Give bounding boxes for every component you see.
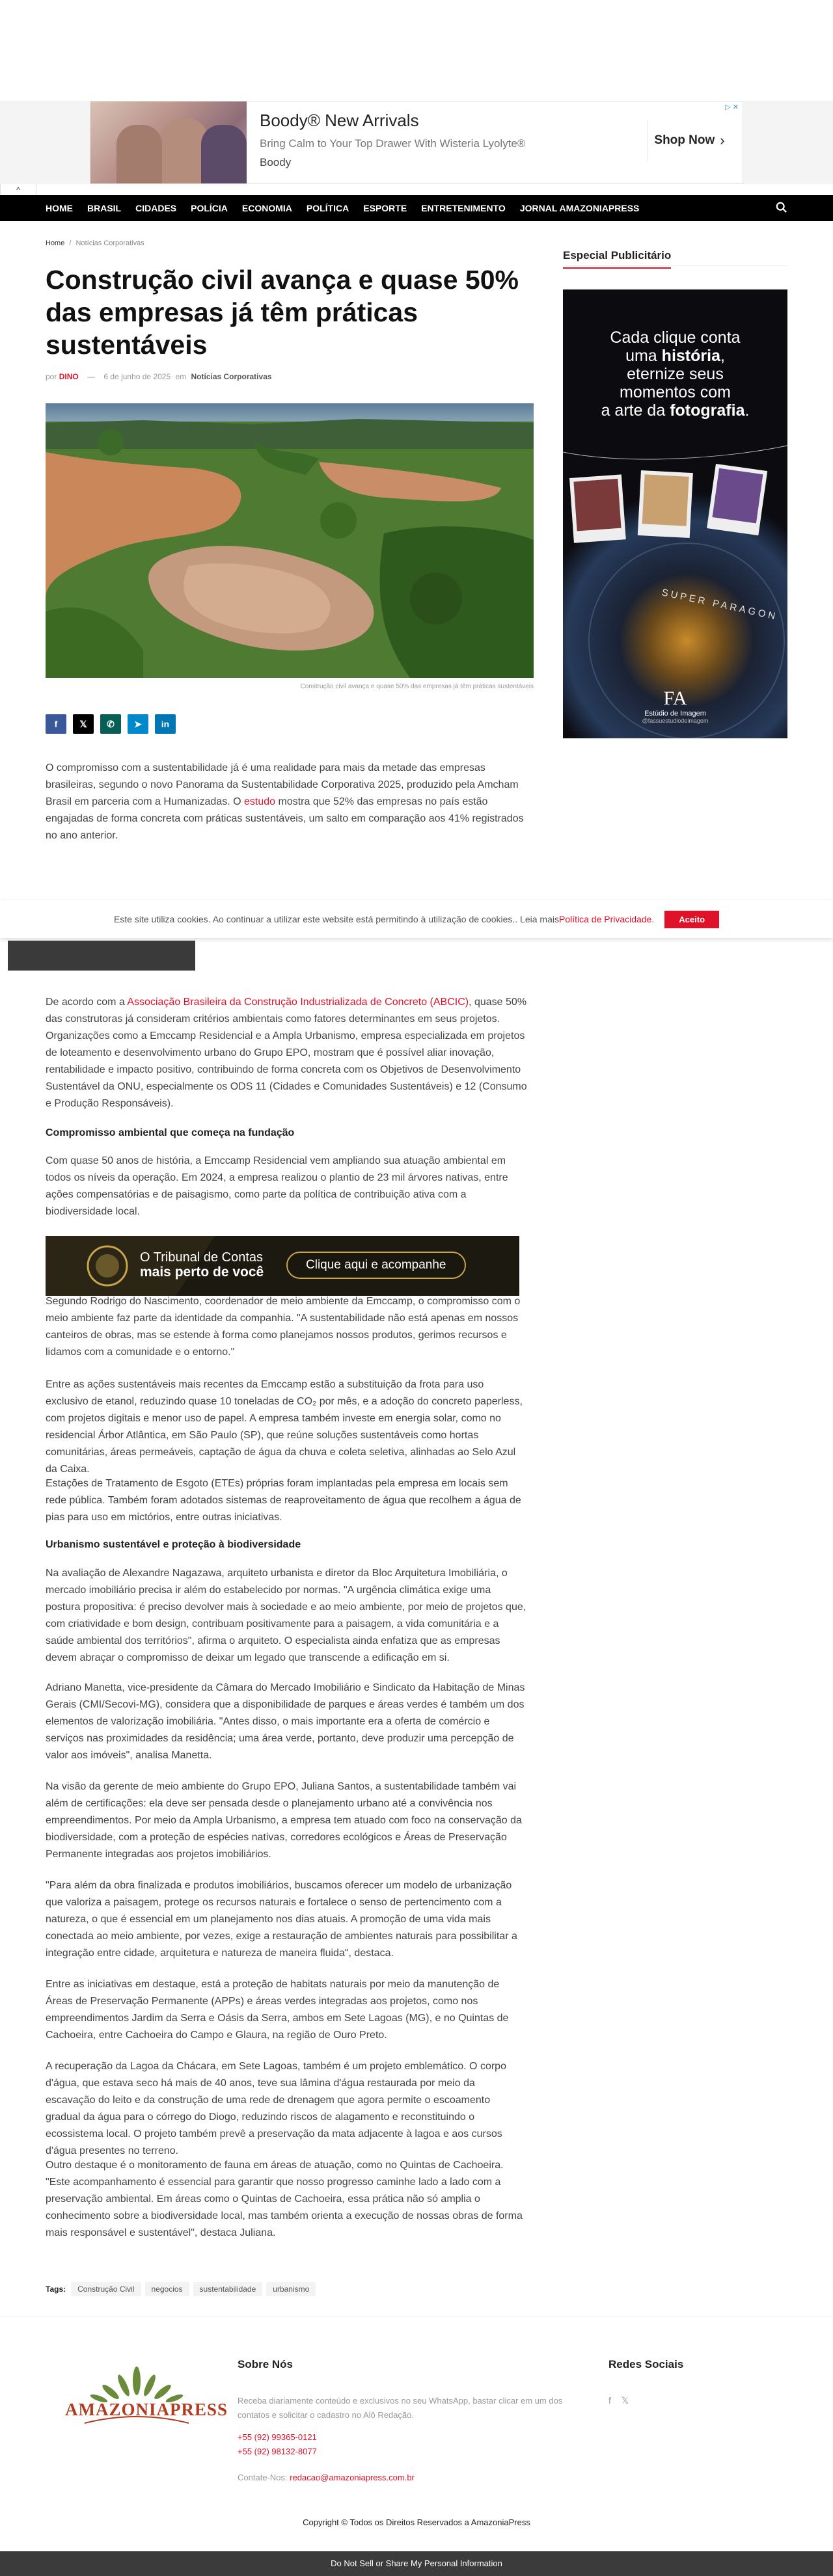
tag-item[interactable]: sustentabilidade bbox=[193, 2282, 263, 2296]
about-text: Receba diariamente conteúdo e exclusivos no seu WhatsApp, bastar clicar em um dos contatos e solicitar o cadastro no Alô Redação. bbox=[238, 2396, 563, 2420]
image-caption: Construção civil avança e quase 50% das empresas já têm práticas sustentáveis bbox=[300, 683, 534, 690]
nav-item-esporte[interactable]: ESPORTE bbox=[363, 203, 407, 213]
paragraph-6: Estações de Tratamento de Esgoto (ETEs) próprias foram implantadas pela empresa em locais sem rede pública. Também foram adotados sistemas de reaproveitamento de água que recolhem a água de pias para uso em mictórios, entre outras iniciativas. bbox=[46, 1478, 521, 1523]
facebook-share-button[interactable]: f bbox=[46, 714, 66, 734]
ad-line-5 bbox=[563, 401, 787, 420]
article-title: Construção civil avança e quase 50% das empresas já têm práticas sustentáveis bbox=[46, 265, 519, 360]
tribunal-banner[interactable] bbox=[46, 1236, 519, 1296]
ad-image[interactable] bbox=[90, 101, 247, 183]
category-link[interactable]: Notícias Corporativas bbox=[191, 372, 272, 381]
top-ad-card[interactable] bbox=[90, 101, 743, 184]
overlay-bar bbox=[8, 941, 195, 971]
linkedin-share-button[interactable]: in bbox=[155, 714, 176, 734]
footer-logo[interactable] bbox=[65, 2358, 228, 2436]
cookie-dot: . bbox=[651, 914, 655, 924]
logo-text: AMAZONIAPRESS bbox=[65, 2400, 228, 2419]
nav-list bbox=[46, 195, 653, 221]
tribunal-line1: O Tribunal de Contas bbox=[140, 1250, 263, 1265]
ad-line-5c: . bbox=[744, 401, 750, 420]
chevron-right-icon: › bbox=[720, 132, 725, 148]
share-buttons bbox=[46, 714, 182, 734]
tag-item[interactable]: negocios bbox=[145, 2282, 189, 2296]
breadcrumb-separator: / bbox=[69, 239, 72, 247]
paragraph-2 bbox=[46, 994, 527, 1112]
sidebar-ad[interactable] bbox=[563, 289, 787, 738]
meta-dash: — bbox=[87, 372, 96, 381]
subheading-1: Compromisso ambiental que começa na fundação bbox=[46, 1127, 295, 1138]
breadcrumb-current[interactable]: Notícias Corporativas bbox=[75, 239, 144, 247]
paragraph-11: Entre as iniciativas em destaque, está a proteção de habitats naturais por meio da manutenção de Áreas de Preservação Permanente (APPs) e áreas verdes integradas aos projetos, como nos empreendimentos Jardim da Serra e Oásis da Serra, ambos em Sete Lagoas (MG), e no Quintas de Cachoeira, entre Cachoeira do Campo e Glaura, na região de Ouro Preto. bbox=[46, 1979, 509, 2041]
nav-item-polícia[interactable]: POLÍCIA bbox=[191, 203, 228, 213]
p1-text-b: mostra que 52% das empresas no país estão engajadas de forma concreta com práticas sustentáveis, um salto em comparação aos 41% registrados no ano anterior. bbox=[46, 796, 524, 841]
ad-line-5a: a arte da bbox=[601, 401, 670, 420]
about-title: Sobre Nós bbox=[238, 2358, 294, 2370]
copyright: Copyright © Todos os Direitos Reservados a AmazoniaPress bbox=[303, 2517, 530, 2527]
ad-handle: @fassuestudiodeimagem bbox=[642, 718, 709, 724]
nav-item-brasil[interactable]: BRASIL bbox=[87, 203, 122, 213]
privacy-policy-link[interactable]: Política de Privacidade bbox=[558, 914, 652, 924]
hero-image bbox=[46, 403, 534, 678]
ad-lens-text: SUPER PARAGON bbox=[661, 587, 779, 623]
phone-2[interactable]: +55 (92) 98132-8077 bbox=[238, 2447, 317, 2456]
sidebar-ad-headline bbox=[563, 329, 787, 420]
paragraph-7: Na avaliação de Alexandre Nagazawa, arquiteto urbanista e diretor da Bloc Arquitetura Imobiliária, o mercado imobiliário precisa ir além do estabelecido por normas. "A urgência climática exige uma postura propositiva: é preciso devolver mais à sociedade e ao meio ambiente, por meio de projetos que, com criatividade e bom design, contribuam positivamente para a paisagem, a vida comunitária e a saúde ambiental dos territórios", afirma o arquiteto. O especialista ainda enfatiza que as empresas devem abraçar o compromisso de deixar um legado que transcende a edificação em si. bbox=[46, 1568, 526, 1663]
ad-line-1: Cada clique conta bbox=[610, 329, 741, 347]
ad-line-2a: uma bbox=[625, 347, 662, 365]
cookie-bar bbox=[0, 900, 833, 938]
article-date: 6 de junho de 2025 bbox=[103, 372, 171, 381]
paragraph-4: Segundo Rodrigo do Nascimento, coordenador de meio ambiente da Emccamp, o compromisso com o meio ambiente faz parte da identidade da companhia. "A sustentabilidade não está apenas em nossos canteiros de obras, mas se estende à forma como planejamos nossos produtos, gerimos recursos e lidamos com a comunidade e o entorno." bbox=[46, 1296, 521, 1358]
author-link[interactable]: DINO bbox=[59, 372, 79, 381]
breadcrumb-home[interactable]: Home bbox=[46, 239, 65, 247]
nav-item-política[interactable]: POLÍTICA bbox=[306, 203, 349, 213]
logo-leaves-icon bbox=[65, 2358, 228, 2436]
telegram-share-button[interactable]: ➤ bbox=[128, 714, 148, 734]
phone-1[interactable]: +55 (92) 99365-0121 bbox=[238, 2432, 317, 2442]
sidebar-title: Especial Publicitário bbox=[563, 249, 671, 269]
article-meta bbox=[46, 372, 272, 381]
p2-text-a: De acordo com a bbox=[46, 997, 128, 1008]
nav-item-cidades[interactable]: CIDADES bbox=[135, 203, 177, 213]
abcic-link[interactable]: Associação Brasileira da Construção Industrializada de Concreto (ABCIC) bbox=[127, 997, 469, 1008]
subheading-2: Urbanismo sustentável e proteção à biodiversidade bbox=[46, 1539, 301, 1550]
do-not-sell-link[interactable]: Do Not Sell or Share My Personal Information bbox=[0, 2551, 833, 2576]
paragraph-9: Na visão da gerente de meio ambiente do Grupo EPO, Juliana Santos, a sustentabilidade também vai além de certificações: ela deve ser pensada desde o planejamento urbano até a convivência nos empreendimentos. Por meio da Ampla Urbanismo, a empresa tem atuado com foco na conservação da biodiversidade, com a proteção de espécies nativas, corredores ecológicos e Áreas de Preservação Permanente integradas aos projetos imobiliários. bbox=[46, 1781, 522, 1860]
ad-line-4: momentos com bbox=[620, 383, 731, 401]
ad-close-icon[interactable]: ▷ ✕ bbox=[725, 103, 739, 111]
breadcrumb bbox=[46, 239, 144, 247]
contact-line bbox=[238, 2471, 415, 2485]
meta-by: por bbox=[46, 372, 57, 381]
whatsapp-share-button[interactable]: ✆ bbox=[100, 714, 121, 734]
paragraph-13: Outro destaque é o monitoramento de fauna em áreas de atuação, como no Quintas de Cachoeira. "Este acompanhamento é essencial para garantir que nosso progresso caminhe lado a lado com a preservação ambiental. Em áreas como o Quintas de Cachoeira, essa prática não só amplia o conhecimento sobre a biodiversidade local, mas também orienta a execução de nossas obras de forma mais responsável e sustentável", destaca Juliana. bbox=[46, 2160, 523, 2238]
tags-label: Tags: bbox=[46, 2285, 66, 2294]
contact-label: Contate-Nos: bbox=[238, 2473, 290, 2482]
facebook-icon[interactable]: f bbox=[608, 2395, 611, 2406]
paragraph-1 bbox=[46, 760, 527, 844]
sidebar-divider bbox=[563, 265, 787, 266]
estudo-link[interactable]: estudo bbox=[244, 796, 276, 807]
x-share-button[interactable]: 𝕏 bbox=[73, 714, 94, 734]
email-link[interactable]: redacao@amazoniapress.com.br bbox=[290, 2473, 415, 2482]
ad-brand-name: Estúdio de Imagem bbox=[644, 710, 706, 718]
ad-line-2c: , bbox=[720, 347, 725, 365]
ad-line-3: eternize seus bbox=[627, 365, 724, 383]
nav-item-jornal-amazoniapress[interactable]: JORNAL AMAZONIAPRESS bbox=[519, 203, 640, 213]
tags bbox=[46, 2282, 320, 2296]
nav-item-economia[interactable]: ECONOMIA bbox=[241, 203, 292, 213]
social-title: Redes Sociais bbox=[608, 2358, 684, 2370]
paragraph-3: Com quase 50 anos de história, a Emccamp Residencial vem ampliando sua atuação ambiental em todos os níveis da operação. Em 2024, a empresa realizou o plantio de 23 mil árvores nativas, entre ações compensatórias e de paisagismo, como parte da política de contribuição ativa com a biodiversidade local. bbox=[46, 1155, 508, 1217]
ad-shop-now-button[interactable] bbox=[648, 120, 731, 161]
tag-item[interactable]: urbanismo bbox=[266, 2282, 316, 2296]
cookie-accept-button[interactable]: Aceito bbox=[664, 911, 719, 928]
social-icons bbox=[608, 2395, 629, 2406]
tribunal-line2: mais perto de você bbox=[140, 1265, 264, 1280]
ad-title[interactable]: Boody® New Arrivals bbox=[260, 111, 419, 130]
top-ad[interactable] bbox=[0, 101, 833, 184]
tribunal-cta[interactable]: Clique aqui e acompanhe bbox=[286, 1252, 466, 1279]
paragraph-10: "Para além da obra finalizada e produtos imobiliários, buscamos oferecer um modelo de urbanização que valoriza a paisagem, protege os recursos naturais e fortalece o senso de pertencimento com a natureza, o que é essencial em um planejamento nos dias atuais. A promoção de uma vida mais conectada ao meio ambiente, por vezes, exige a restauração de ambientes naturais para possibilitar a integração entre cidade, arquitetura e natureza de maneira fluida", destaca. bbox=[46, 1880, 517, 1959]
fa-monogram: FA bbox=[663, 688, 687, 709]
search-icon[interactable] bbox=[776, 202, 787, 213]
p1-text-a: O compromisso com a sustentabilidade já é uma realidade para mais da metade das empresas brasileiras, segundo o novo Panorama da Sustentabilidade Corporativa 2025, produzido pela Amcham Brasil em parceria com a Humanizadas. O bbox=[46, 762, 519, 807]
ad-line-5b: fotografia bbox=[670, 401, 745, 420]
tag-item[interactable]: Construção Civil bbox=[71, 2282, 141, 2296]
paragraph-12: A recuperação da Lagoa da Chácara, em Sete Lagoas, também é um projeto emblemático. O corpo d'água, que estava seco há mais de 40 anos, teve sua lâmina d'água restaurada por meio da escavação do leito e da construção de uma rede de drenagem que agora permite o escoamento gradual da água para o córrego do Diogo, reduzindo riscos de alagamento e reconstituindo o ecossistema local. O projeto também prevê a preservação da mata adjacente à lagoa e aos cursos d'água presentes no terreno. bbox=[46, 2061, 506, 2156]
paragraph-5: Entre as ações sustentáveis mais recentes da Emccamp estão a substituição da frota para uso exclusivo de etanol, reduzindo quase 10 toneladas de CO₂ por mês, e a adoção do concreto paperless, com projetos digitais e menor uso de papel. A empresa também investe em energia solar, como no residencial Árbor Atlântica, em São Paulo (SP), que reúne soluções sustentáveis como hortas comunitárias, áreas permeáveis, captação de água da chuva e coleta seletiva, alinhadas ao Selo Azul da Caixa. bbox=[46, 1379, 523, 1475]
ad-subtitle: Bring Calm to Your Top Drawer With Wisteria Lyolyte® bbox=[260, 137, 526, 150]
nav-item-home[interactable]: HOME bbox=[46, 203, 73, 213]
main-nav bbox=[0, 195, 833, 221]
p2-text-b: , quase 50% das construtoras já consideram critérios ambientais como fatores determinantes em seus projetos. Organizações como a Emccamp Residencial e a Ampla Urbanismo, empresa especializada em projetos de loteamento e desenvolvimento urbano do Grupo EPO, mostram que é possível aliar inovação, rentabilidade e impacto positivo, contribuindo de forma concreta com os Objetivos de Desenvolvimento Sustentável da ONU, especialmente os ODS 11 (Cidades e Comunidades Sustentáveis) e 12 (Consumo e Produção Responsáveis). bbox=[46, 997, 527, 1109]
paragraph-8: Adriano Manetta, vice-presidente da Câmara do Mercado Imobiliário e Sindicato da Habitação de Minas Gerais (CMI/Secovi-MG), considera que a disponibilidade de parques e áreas verdes é também um dos elementos de valorização imobiliária. "Antes disso, o mais importante era a oferta de comércio e serviços nas proximidades da residência; uma área verde, portanto, deve produzir uma percepção de valor aos imóveis", analisa Manetta. bbox=[46, 1682, 525, 1761]
meta-in: em bbox=[175, 372, 187, 381]
ad-cta-label: Shop Now bbox=[654, 133, 715, 147]
x-icon[interactable]: 𝕏 bbox=[621, 2395, 629, 2406]
ad-line-2 bbox=[563, 347, 787, 365]
cookie-text: Este site utiliza cookies. Ao continuar a utilizar este website está permitindo à utilização de cookies.. Leia mais bbox=[113, 914, 559, 924]
chevron-up-icon: ^ bbox=[16, 185, 20, 195]
ad-line-2b: história bbox=[661, 347, 720, 365]
ad-studio-logo bbox=[563, 688, 787, 724]
nav-item-entretenimento[interactable]: ENTRETENIMENTO bbox=[421, 203, 506, 213]
ad-brand: Boody bbox=[260, 156, 292, 168]
